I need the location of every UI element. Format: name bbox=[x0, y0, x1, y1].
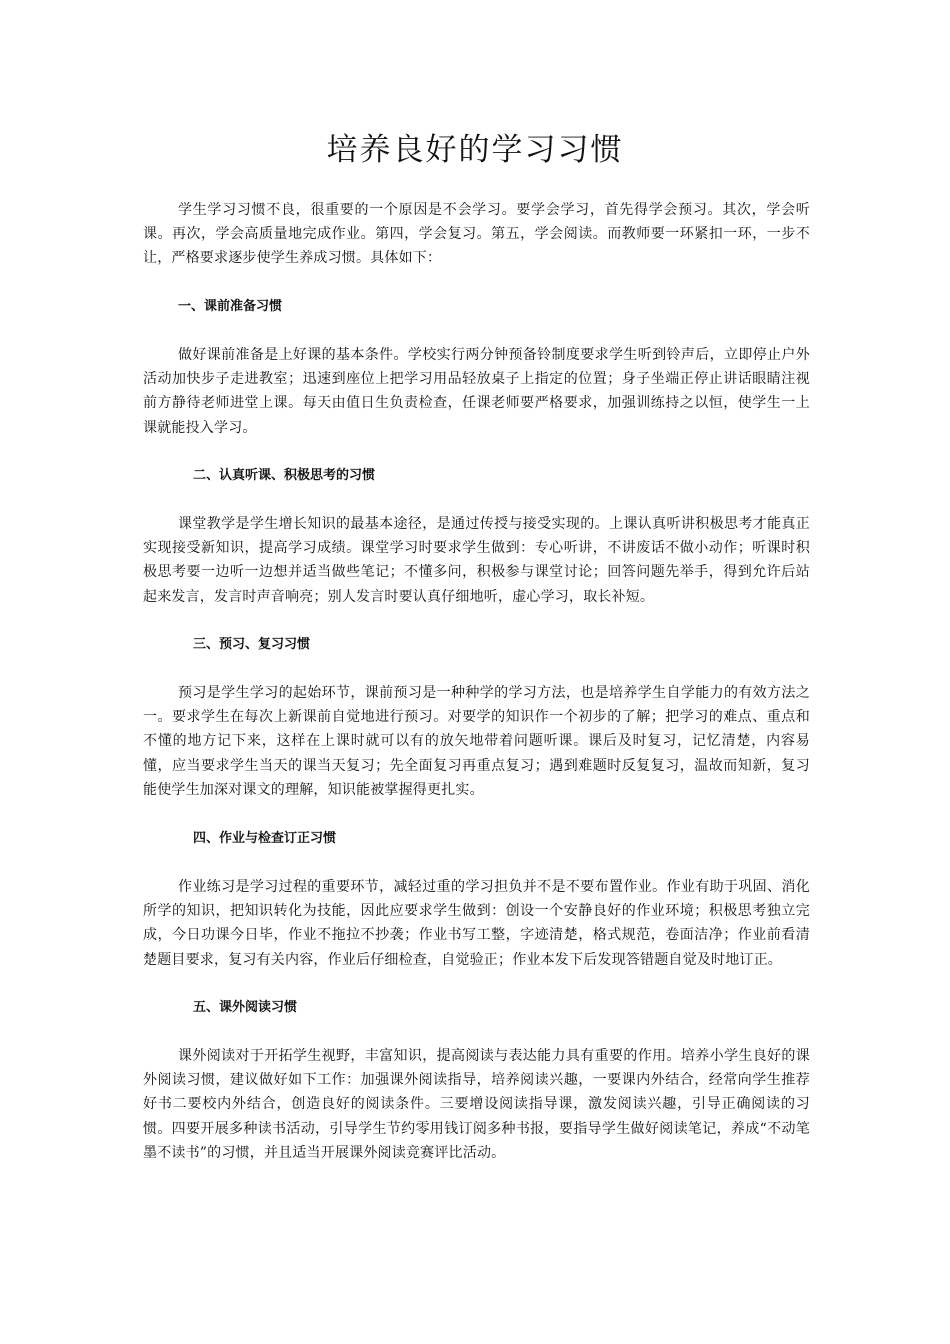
section-heading-1: 一、课前准备习惯 bbox=[178, 299, 283, 314]
document-title: 培养良好的学习习惯 bbox=[326, 132, 624, 168]
section-body-2: 课堂教学是学生增长知识的最基本途径，是通过传授与接受实现的。上课认真听讲积极思考才能真正实现接受新知识，提高学习成绩。课堂学习时要求学生做到：专心听讲，不讲废话不做小动作；听课时积极思考要一边听一边想并适当做些笔记；不懂多问，积极参与课堂讨论；回答问题先举手，得到允许后站起来发言，发言时声音响亮；别人发言时要认真仔细地听，虚心学习，取长补短。 bbox=[143, 516, 810, 605]
section-heading-4: 四、作业与检查订正习惯 bbox=[193, 831, 337, 846]
section-body-5: 课外阅读对于开拓学生视野，丰富知识，提高阅读与表达能力具有重要的作用。培养小学生良好的课外阅读习惯，建议做好如下工作：加强课外阅读指导，培养阅读兴趣，一要课内外结合，经常向学生推荐好书二要校内外结合，创造良好的阅读条件。三要增设阅读指导课，激发阅读兴趣，引导正确阅读的习惯。四要开展多种读书活动，引导学生节约零用钱订阅多种书报，要指导学生做好阅读笔记，养成“不动笔墨不读书”的习惯，并且适当开展课外阅读竞赛评比活动。 bbox=[143, 1048, 810, 1161]
section-heading-3: 三、预习、复习习惯 bbox=[193, 637, 311, 652]
section-heading-2: 二、认真听课、积极思考的习惯 bbox=[193, 468, 376, 483]
section-heading-5: 五、课外阅读习惯 bbox=[193, 1000, 298, 1015]
section-body-4: 作业练习是学习过程的重要环节，减轻过重的学习担负并不是不要布置作业。作业有助于巩固、消化所学的知识，把知识转化为技能，因此应要求学生做到：创设一个安静良好的作业环境；积极思考独立完成，今日功课今日毕，作业不拖拉不抄袭；作业书写工整，字迹清楚，格式规范，卷面洁净；作业前看清楚题目要求，复习有关内容，作业后仔细检查，自觉验正；作业本发下后发现答错题自觉及时地订正。 bbox=[143, 879, 810, 968]
intro-paragraph: 学生学习习惯不良，很重要的一个原因是不会学习。要学会学习，首先得学会预习。其次，学会听课。再次，学会高质量地完成作业。第四，学会复习。第五，学会阅读。而教师要一环紧扣一环，一步不让，严格要求逐步使学生养成习惯。具体如下： bbox=[143, 202, 810, 267]
section-body-3: 预习是学生学习的起始环节，课前预习是一种种学的学习方法，也是培养学生自学能力的有效方法之一。要求学生在每次上新课前自觉地进行预习。对要学的知识作一个初步的了解；把学习的难点、重点和不懂的地方记下来，这样在上课时就可以有的放矢地带着问题听课。课后及时复习，记忆清楚，内容易懂，应当要求学生当天的课当天复习；先全面复习再重点复习；遇到难题时反复复习，温故而知新，复习能使学生加深对课文的理解，知识能被掌握得更扎实。 bbox=[143, 685, 810, 798]
section-body-1: 做好课前准备是上好课的基本条件。学校实行两分钟预备铃制度要求学生听到铃声后，立即停止户外活动加快步子走进教室；迅速到座位上把学习用品轻放桌子上指定的位置；身子坐端正停止讲话眼睛注视前方静待老师进堂上课。每天由值日生负责检查，任课老师要严格要求，加强训练持之以恒，使学生一上课就能投入学习。 bbox=[143, 347, 810, 436]
